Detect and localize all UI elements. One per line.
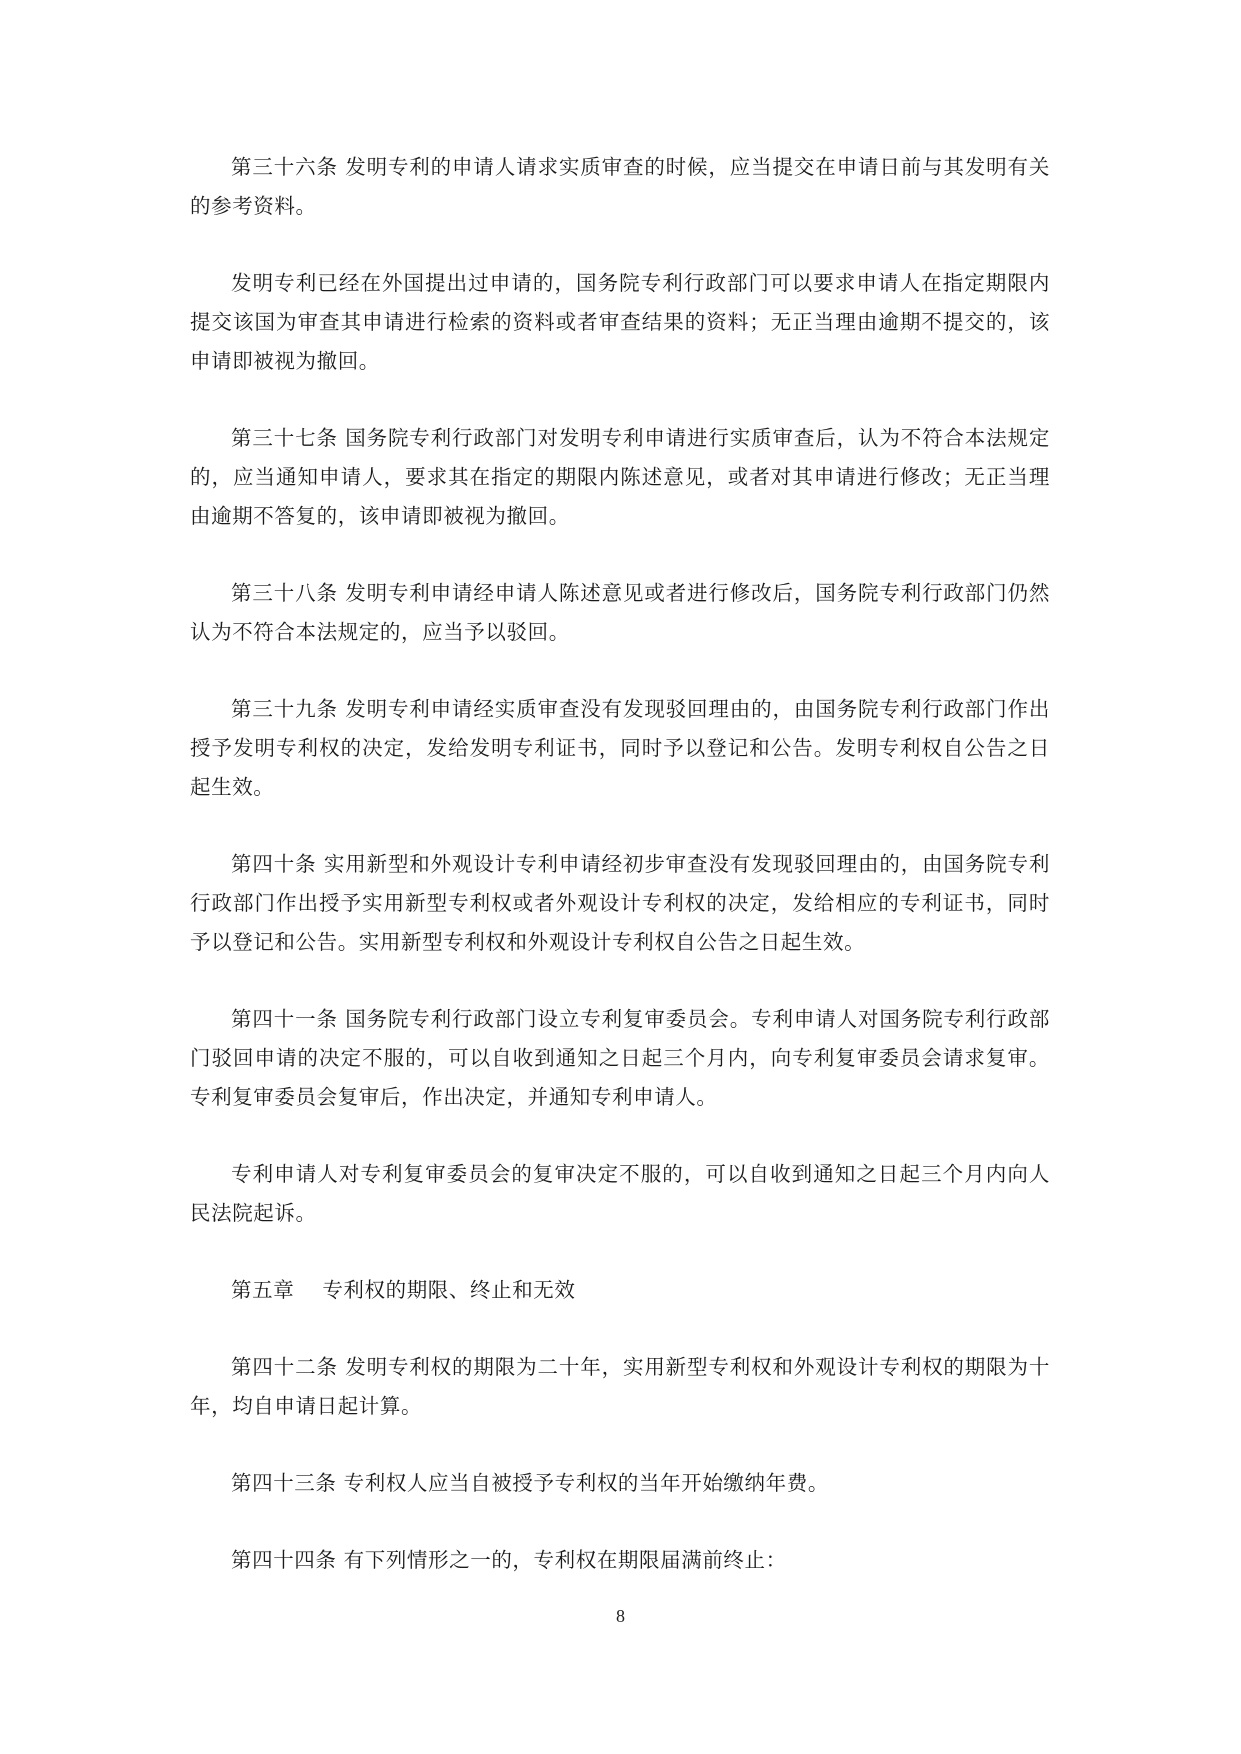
article-41-paragraph-2: 专利申请人对专利复审委员会的复审决定不服的，可以自收到通知之日起三个月内向人民法院起诉。 — [190, 1162, 1050, 1225]
article-43: 第四十三条 专利权人应当自被授予专利权的当年开始缴纳年费。 — [231, 1471, 829, 1495]
article-44: 第四十四条 有下列情形之一的，专利权在期限届满前终止： — [231, 1548, 787, 1572]
article-36-paragraph-2: 发明专利已经在外国提出过申请的，国务院专利行政部门可以要求申请人在指定期限内提交该国为审查其申请进行检索的资料或者审查结果的资料；无正当理由逾期不提交的，该申请即被视为撤回。 — [190, 271, 1050, 373]
chapter-number: 第五章 — [231, 1278, 295, 1302]
article-40: 第四十条 实用新型和外观设计专利申请经初步审查没有发现驳回理由的，由国务院专利行政部门作出授予实用新型专利权或者外观设计专利权的决定，发给相应的专利证书，同时予以登记和公告。实用新型专利权和外观设计专利权自公告之日起生效。 — [190, 852, 1050, 954]
article-37: 第三十七条 国务院专利行政部门对发明专利申请进行实质审查后，认为不符合本法规定的，应当通知申请人，要求其在指定的期限内陈述意见，或者对其申请进行修改；无正当理由逾期不答复的，该申请即被视为撤回。 — [190, 426, 1050, 528]
page-number: 8 — [616, 1606, 625, 1626]
article-39: 第三十九条 发明专利申请经实质审查没有发现驳回理由的，由国务院专利行政部门作出授予发明专利权的决定，发给发明专利证书，同时予以登记和公告。发明专利权自公告之日起生效。 — [190, 697, 1050, 799]
chapter-title: 专利权的期限、终止和无效 — [322, 1278, 576, 1302]
chapter-heading — [190, 1271, 1050, 1310]
document-body — [190, 148, 1050, 1618]
article-41: 第四十一条 国务院专利行政部门设立专利复审委员会。专利申请人对国务院专利行政部门驳回申请的决定不服的，可以自收到通知之日起三个月内，向专利复审委员会请求复审。专利复审委员会复审后，作出决定，并通知专利申请人。 — [190, 1007, 1050, 1109]
article-36: 第三十六条 发明专利的申请人请求实质审查的时候，应当提交在申请日前与其发明有关的参考资料。 — [190, 155, 1050, 218]
article-42: 第四十二条 发明专利权的期限为二十年，实用新型专利权和外观设计专利权的期限为十年，均自申请日起计算。 — [190, 1355, 1050, 1418]
article-38: 第三十八条 发明专利申请经申请人陈述意见或者进行修改后，国务院专利行政部门仍然认为不符合本法规定的，应当予以驳回。 — [190, 581, 1050, 644]
